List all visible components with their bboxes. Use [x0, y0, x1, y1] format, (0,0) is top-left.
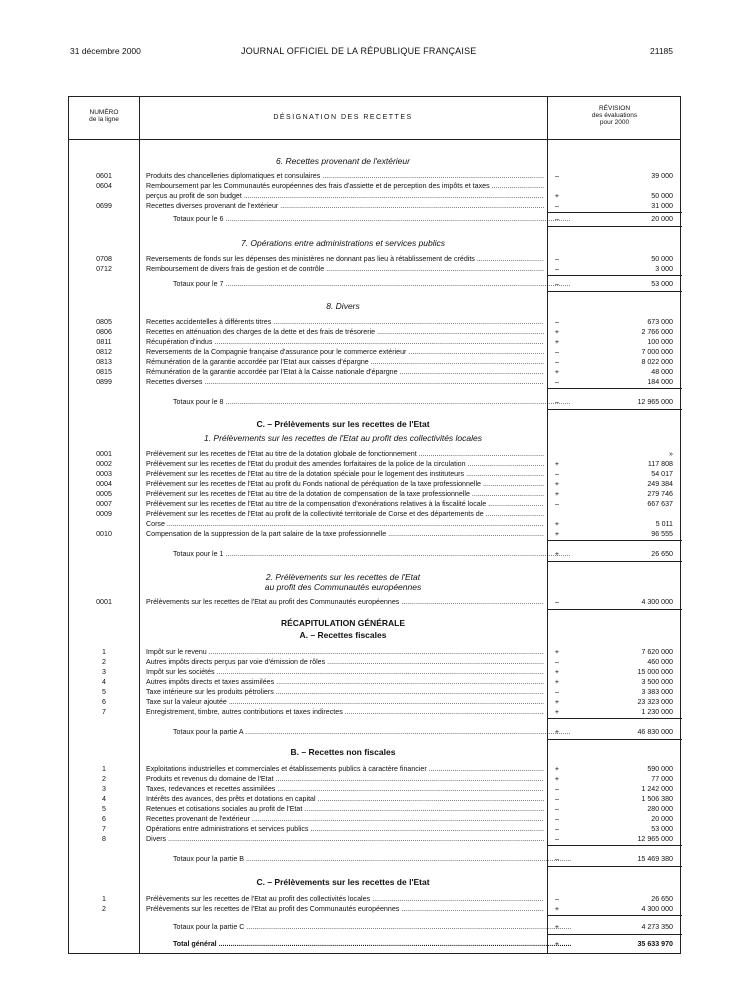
revision-amount: 3 500 000 [641, 678, 673, 686]
change-sign: + [554, 520, 560, 528]
change-sign: – [555, 398, 559, 406]
line-number: 0699 [96, 202, 112, 210]
change-sign: + [554, 460, 560, 468]
line-number: 0001 [96, 598, 112, 606]
revision-amount: 15 469 380 [637, 855, 673, 863]
change-sign: – [555, 688, 559, 696]
line-number: 1 [102, 648, 106, 656]
change-sign: + [554, 192, 560, 200]
line-label: Récupération d'indus ..... [146, 337, 544, 347]
total-row [69, 727, 680, 737]
line-label: Autres impôts directs et taxes assimilées ..... [146, 677, 544, 687]
line-number: 3 [102, 785, 106, 793]
table-row [69, 347, 680, 357]
total-rule [547, 866, 682, 867]
table-row [69, 824, 680, 834]
table-row [69, 367, 680, 377]
line-label: Remboursement de divers frais de gestion et de contrôle ..... [146, 264, 544, 274]
revision-amount: 12 965 000 [637, 398, 673, 406]
line-label: Prélèvement sur les recettes de l'Etat au titre de la dotation globale de fonctionnement ..... [146, 449, 544, 459]
line-label: Taxes, redevances et recettes assimilées ..... [146, 784, 544, 794]
change-sign: + [554, 708, 560, 716]
revision-amount: 249 384 [647, 480, 673, 488]
line-label: Prélèvement sur les recettes de l'Etat au profit de la collectivité territoriale de Corse et des départements de ..... [146, 509, 544, 519]
line-label: Impôt sur le revenu ..... [146, 647, 544, 657]
change-sign: – [555, 895, 559, 903]
section-title: 8. Divers [326, 301, 360, 311]
change-sign: + [554, 368, 560, 376]
revision-amount: 280 000 [647, 805, 673, 813]
revision-amount: 2 766 000 [641, 328, 673, 336]
revision-amount: 53 000 [651, 280, 673, 288]
line-label: Totaux pour la partie A ..... [173, 727, 571, 737]
total-rule [547, 226, 682, 227]
line-number: 7 [102, 708, 106, 716]
change-sign: + [554, 550, 560, 558]
revision-amount: 117 808 [647, 460, 673, 468]
change-sign: + [554, 480, 560, 488]
line-label: Totaux pour la partie C ..... [173, 922, 571, 932]
change-sign: – [555, 378, 559, 386]
revision-amount: 667 637 [647, 500, 673, 508]
change-sign: + [554, 490, 560, 498]
line-number: 2 [102, 775, 106, 783]
change-sign: + [554, 530, 560, 538]
change-sign: + [554, 678, 560, 686]
change-sign: + [554, 728, 560, 736]
line-label: Reversements de fonds sur les dépenses des ministères ne donnant pas lieu à rétablissement de crédits ..... [146, 254, 544, 264]
table-row [69, 894, 680, 904]
revision-amount: 4 300 000 [641, 905, 673, 913]
section-title: 2. Prélèvements sur les recettes de l'Etat [265, 572, 421, 582]
change-sign: + [554, 328, 560, 336]
line-label: Total général ..... [173, 939, 571, 949]
column-header-revision-line1: RÉVISION [598, 105, 631, 112]
revision-amount: 8 022 000 [641, 358, 673, 366]
line-number: 0009 [96, 510, 112, 518]
line-label: Recettes en atténuation des charges de la dette et des frais de trésorerie ..... [146, 327, 544, 337]
change-sign: – [555, 658, 559, 666]
table-row [69, 657, 680, 667]
line-label: Rémunération de la garantie accordée par l'Etat aux caisses d'épargne ..... [146, 357, 544, 367]
line-label: Prélèvement sur les recettes de l'Etat du produit des amendes forfaitaires de la police de la circulation ..... [146, 459, 544, 469]
table-row [69, 337, 680, 347]
change-sign: – [555, 172, 559, 180]
table-row [69, 667, 680, 677]
line-label: Opérations entre administrations et services publics ..... [146, 824, 544, 834]
revision-amount: 20 000 [651, 215, 673, 223]
change-sign: – [555, 500, 559, 508]
table-row [69, 181, 680, 191]
change-sign: – [555, 805, 559, 813]
table-row [69, 254, 680, 264]
table-row [69, 519, 680, 529]
line-number: 2 [102, 658, 106, 666]
table-header [69, 97, 680, 140]
revision-amount: 1 506 380 [641, 795, 673, 803]
revision-amount: 48 000 [651, 368, 673, 376]
change-sign: – [555, 265, 559, 273]
line-label: Totaux pour le 1 ..... [173, 549, 571, 559]
line-label: Recettes provenant de l'extérieur ..... [146, 814, 544, 824]
revision-amount: 460 000 [647, 658, 673, 666]
column-header-revision-line3: pour 2000 [599, 119, 630, 126]
line-label: Totaux pour le 6 ..... [173, 214, 571, 224]
change-sign: + [554, 648, 560, 656]
line-number: 0604 [96, 182, 112, 190]
revision-amount: 15 000 000 [637, 668, 673, 676]
revision-amount: 4 273 350 [641, 923, 673, 931]
line-label: Reversements de la Compagnie française d'assurance pour le commerce extérieur ..... [146, 347, 544, 357]
revision-amount: 3 000 [655, 265, 673, 273]
table-row [69, 201, 680, 211]
column-header-revision [547, 105, 682, 126]
line-number: 0815 [96, 368, 112, 376]
revision-amount: 279 746 [647, 490, 673, 498]
total-row [69, 854, 680, 864]
revision-amount: 4 300 000 [641, 598, 673, 606]
revision-amount: 1 242 000 [641, 785, 673, 793]
table-row [69, 191, 680, 201]
table-row [69, 171, 680, 181]
line-label: Prélèvements sur les recettes de l'Etat au profit des Communautés européennes ..... [146, 597, 544, 607]
line-number: 0712 [96, 265, 112, 273]
line-label: Totaux pour le 8 ..... [173, 397, 571, 407]
revision-amount: 50 000 [651, 192, 673, 200]
line-label: Remboursement par les Communautés européennes des frais d'assiette et de perception des impôts et taxes ..... [146, 181, 544, 191]
total-rule [547, 540, 682, 541]
line-label: Taxe intérieure sur les produits pétroliers ..... [146, 687, 544, 697]
line-label: Totaux pour la partie B ..... [173, 854, 571, 864]
column-header-numero-line2: de la ligne [89, 116, 119, 123]
table-row [69, 774, 680, 784]
revision-amount: 100 000 [647, 338, 673, 346]
total-rule [547, 388, 682, 389]
table-row [69, 264, 680, 274]
section-title: 1. Prélèvements sur les recettes de l'Etat au profit des collectivités locales [203, 433, 482, 443]
table-row [69, 317, 680, 327]
grand-total-row [69, 939, 680, 949]
table-row [69, 707, 680, 717]
line-number: 1 [102, 765, 106, 773]
line-label: Prélèvement sur les recettes de l'Etat au titre de la compensation d'exonérations relatives à la fiscalité locale ..... [146, 499, 544, 509]
change-sign: – [555, 215, 559, 223]
table-row [69, 469, 680, 479]
line-number: 0007 [96, 500, 112, 508]
total-row [69, 397, 680, 407]
line-number: 3 [102, 668, 106, 676]
line-number: 0010 [96, 530, 112, 538]
revision-amount: 31 000 [651, 202, 673, 210]
change-sign: – [555, 202, 559, 210]
line-label: Prélèvement sur les recettes de l'Etat au profit du Fonds national de péréquation de la taxe professionnelle ..... [146, 479, 544, 489]
line-number: 0601 [96, 172, 112, 180]
change-sign: – [555, 280, 559, 288]
total-rule [547, 561, 682, 562]
section-main-title: C. – Prélèvements sur les recettes de l'Etat [256, 419, 430, 429]
revision-amount: 54 017 [651, 470, 673, 478]
section-title: 7. Opérations entre administrations et services publics [240, 238, 446, 248]
change-sign: + [554, 698, 560, 706]
table-row [69, 794, 680, 804]
table-row [69, 509, 680, 519]
revision-amount: 39 000 [651, 172, 673, 180]
section-subtitle: au profit des Communautés européennes [264, 582, 422, 592]
change-sign: – [555, 835, 559, 843]
section-title: 6. Recettes provenant de l'extérieur [276, 156, 410, 166]
table-row [69, 804, 680, 814]
line-label: Corse ..... [146, 519, 544, 529]
line-label: perçus au profit de son budget ..... [146, 191, 544, 201]
line-number: 0812 [96, 348, 112, 356]
change-sign: – [555, 598, 559, 606]
line-label: Impôt sur les sociétés ..... [146, 667, 544, 677]
table-row [69, 764, 680, 774]
revision-amount: 77 000 [651, 775, 673, 783]
revision-amount: 50 000 [651, 255, 673, 263]
revision-amount: 96 555 [651, 530, 673, 538]
line-number: 0002 [96, 460, 112, 468]
line-number: 0001 [96, 450, 112, 458]
line-number: 2 [102, 905, 106, 913]
table-row [69, 784, 680, 794]
line-label: Prélèvement sur les recettes de l'Etat au titre de la dotation de compensation de la taxe professionnelle ..... [146, 489, 544, 499]
revision-amount: » [669, 450, 673, 458]
line-number: 6 [102, 698, 106, 706]
column-header-designation: DÉSIGNATION DES RECETTES [273, 114, 413, 121]
table-row [69, 499, 680, 509]
revision-amount: 673 000 [647, 318, 673, 326]
line-label: Taxe sur la valeur ajoutée ..... [146, 697, 544, 707]
line-number: 5 [102, 805, 106, 813]
line-number: 0813 [96, 358, 112, 366]
total-rule [547, 915, 682, 916]
table-row [69, 459, 680, 469]
total-row [69, 549, 680, 559]
table-row [69, 327, 680, 337]
line-label: Produits et revenus du domaine de l'Etat ..... [146, 774, 544, 784]
revision-amount: 3 383 000 [641, 688, 673, 696]
change-sign: + [554, 905, 560, 913]
revision-amount: 26 650 [651, 550, 673, 558]
revision-amount: 26 650 [651, 895, 673, 903]
revision-amount: 590 000 [647, 765, 673, 773]
change-sign: + [554, 775, 560, 783]
total-rule [547, 739, 682, 740]
line-number: 4 [102, 795, 106, 803]
line-number: 5 [102, 688, 106, 696]
line-label: Prélèvements sur les recettes de l'Etat au profit des Communautés européennes ..... [146, 904, 544, 914]
section-title: B. – Recettes non fiscales [290, 747, 396, 757]
header-page-number: 21185 [650, 46, 674, 56]
table-row [69, 814, 680, 824]
table-row [69, 697, 680, 707]
line-number: 0003 [96, 470, 112, 478]
table-row [69, 529, 680, 539]
change-sign: + [554, 668, 560, 676]
revision-amount: 7 000 000 [641, 348, 673, 356]
table-row [69, 449, 680, 459]
line-number: 0004 [96, 480, 112, 488]
change-sign: + [554, 940, 560, 948]
change-sign: – [555, 785, 559, 793]
line-label: Enregistrement, timbre, autres contributions et taxes indirectes ..... [146, 707, 544, 717]
change-sign: – [555, 318, 559, 326]
table-row [69, 597, 680, 607]
line-label: Produits des chancelleries diplomatiques et consulaires ..... [146, 171, 544, 181]
revision-amount: 1 230 000 [641, 708, 673, 716]
line-number: 0005 [96, 490, 112, 498]
table-row [69, 834, 680, 844]
line-number: 0806 [96, 328, 112, 336]
column-header-revision-line2: des évaluations [591, 112, 638, 119]
total-rule [547, 609, 682, 610]
table-row [69, 677, 680, 687]
change-sign: – [555, 255, 559, 263]
revision-amount: 46 830 000 [637, 728, 673, 736]
change-sign: – [555, 815, 559, 823]
line-label: Intérêts des avances, des prêts et dotations en capital ..... [146, 794, 544, 804]
total-rule [547, 291, 682, 292]
line-label: Totaux pour le 7 ..... [173, 279, 571, 289]
line-label: Divers ..... [146, 834, 544, 844]
line-label: Recettes diverses provenant de l'extérieur ..... [146, 201, 544, 211]
change-sign: – [555, 825, 559, 833]
line-number: 0708 [96, 255, 112, 263]
revenue-table [68, 96, 681, 954]
change-sign: – [555, 358, 559, 366]
line-number: 0805 [96, 318, 112, 326]
change-sign: – [555, 348, 559, 356]
total-rule [547, 718, 682, 719]
table-row [69, 647, 680, 657]
change-sign: + [554, 923, 560, 931]
line-label: Recettes accidentelles à différents titres ..... [146, 317, 544, 327]
section-title: A. – Recettes fiscales [299, 630, 387, 640]
revision-amount: 35 633 970 [637, 940, 673, 948]
total-rule [547, 934, 682, 935]
total-row [69, 279, 680, 289]
line-label: Autres impôts directs perçus par voie d'émission de rôles ..... [146, 657, 544, 667]
line-label: Recettes diverses ..... [146, 377, 544, 387]
table-row [69, 479, 680, 489]
line-label: Retenues et cotisations sociales au profit de l'Etat ..... [146, 804, 544, 814]
section-main-title: RÉCAPITULATION GÉNÉRALE [280, 618, 406, 628]
table-row [69, 489, 680, 499]
change-sign: – [555, 795, 559, 803]
revision-amount: 184 000 [647, 378, 673, 386]
total-row [69, 214, 680, 224]
line-number: 0899 [96, 378, 112, 386]
change-sign: + [554, 338, 560, 346]
revision-amount: 12 965 000 [637, 835, 673, 843]
line-number: 6 [102, 815, 106, 823]
header-journal-title: JOURNAL OFFICIEL DE LA RÉPUBLIQUE FRANÇAISE [241, 46, 477, 56]
total-rule [547, 845, 682, 846]
line-label: Exploitations industrielles et commerciales et établissements publics à caractère financier ..... [146, 764, 544, 774]
change-sign: – [555, 470, 559, 478]
total-rule [547, 409, 682, 410]
line-label: Compensation de la suppression de la part salaire de la taxe professionnelle ..... [146, 529, 544, 539]
change-sign: – [555, 855, 559, 863]
line-number: 8 [102, 835, 106, 843]
table-row [69, 357, 680, 367]
total-row [69, 922, 680, 932]
total-rule [547, 212, 682, 213]
line-label: Prélèvement sur les recettes de l'Etat au titre de la dotation spéciale pour le logement des instituteurs ..... [146, 469, 544, 479]
revision-amount: 53 000 [651, 825, 673, 833]
line-label: Rémunération de la garantie accordée par l'Etat à la Caisse nationale d'épargne ..... [146, 367, 544, 377]
line-number: 0811 [96, 338, 112, 346]
revision-amount: 20 000 [651, 815, 673, 823]
line-label: Prélèvements sur les recettes de l'Etat au profit des collectivités locales ..... [146, 894, 544, 904]
column-header-numero [69, 109, 139, 123]
column-header-numero-line1: NUMÉRO [89, 109, 119, 116]
total-rule [547, 275, 682, 276]
table-row [69, 904, 680, 914]
line-number: 4 [102, 678, 106, 686]
header-date: 31 décembre 2000 [70, 46, 141, 56]
revision-amount: 7 620 000 [641, 648, 673, 656]
section-title: C. – Prélèvements sur les recettes de l'Etat [256, 877, 430, 887]
table-row [69, 687, 680, 697]
table-row [69, 377, 680, 387]
revision-amount: 5 011 [655, 520, 673, 528]
line-number: 1 [102, 895, 106, 903]
revision-amount: 23 323 000 [637, 698, 673, 706]
change-sign: + [554, 765, 560, 773]
line-number: 7 [102, 825, 106, 833]
